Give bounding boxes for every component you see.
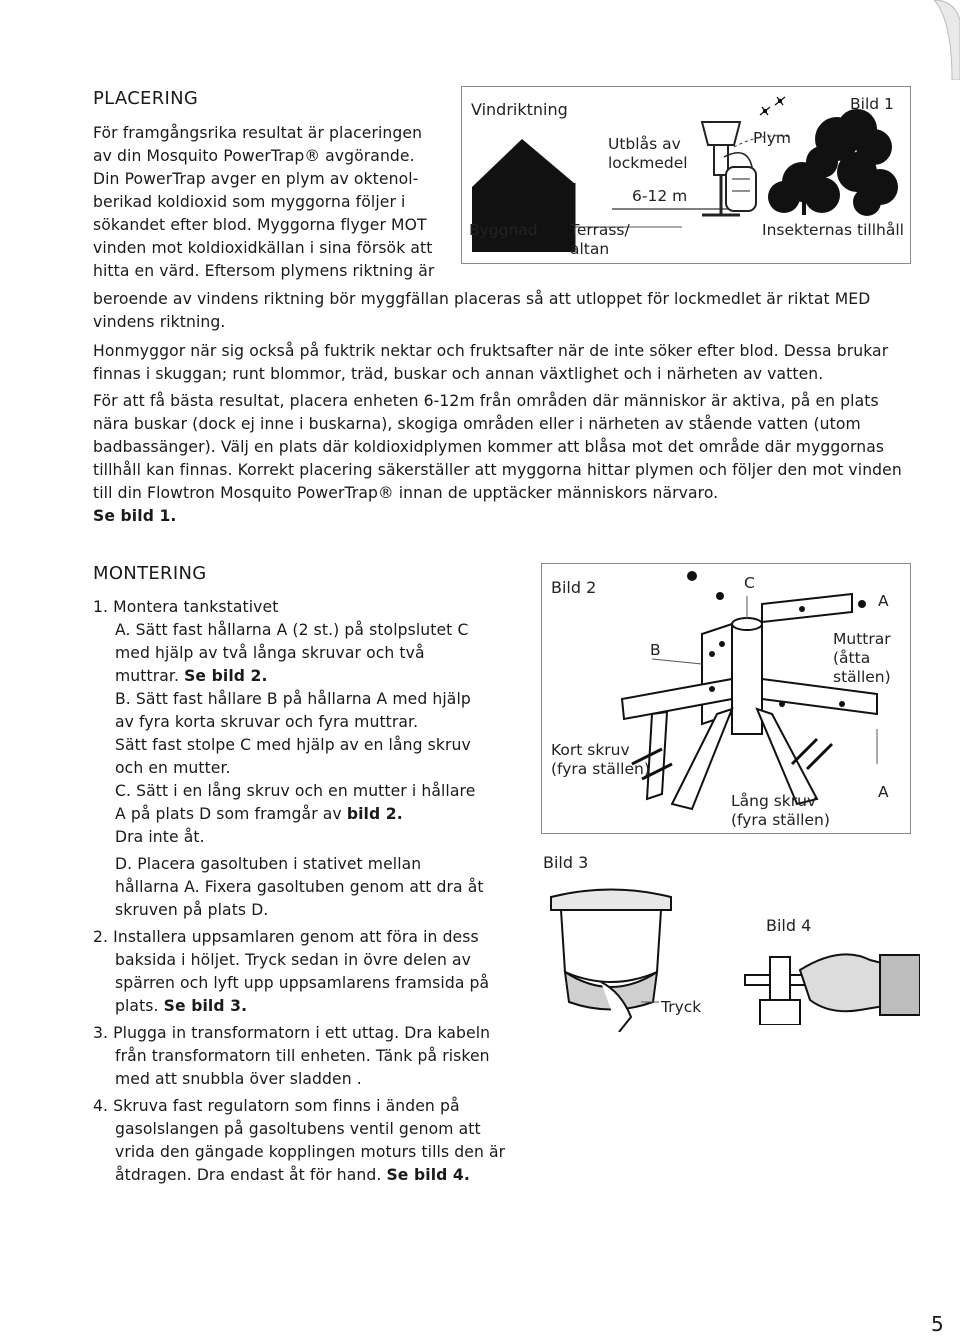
- plume-label: Plym: [753, 129, 791, 147]
- step-1a: A. Sätt fast hållarna A (2 st.) på stolpslutet C med hjälp av två långa skruvar och två muttrar. Se bild 2.: [115, 621, 469, 685]
- label-b: B: [650, 641, 661, 659]
- regulator-illustration: [740, 915, 920, 1025]
- outlet-label-1: Utblås av: [608, 135, 681, 153]
- figure-3: [541, 852, 721, 1032]
- page-number: 5: [931, 1312, 944, 1336]
- placering-heading: PLACERING: [93, 88, 199, 109]
- trees-icon: [768, 109, 898, 216]
- figure-4: [740, 915, 920, 1025]
- nuts-label-2: (åtta: [833, 649, 871, 667]
- mosquito-icon: [760, 97, 785, 115]
- figure-2-title: Bild 2: [551, 578, 597, 597]
- label-a-right: A: [878, 783, 889, 801]
- step-1c: C. Sätt i en lång skruv och en mutter i hållare A på plats D som framgår av bild 2. Dra inte åt.: [115, 782, 476, 846]
- terrace-label-2: altan: [570, 240, 610, 258]
- gas-tank-icon: [726, 167, 756, 211]
- step-1: 1. Montera tankstativet: [93, 598, 279, 616]
- outlet-label-2: lockmedel: [608, 154, 688, 172]
- figure-1: [461, 86, 911, 264]
- push-label: Tryck: [661, 998, 702, 1016]
- intro-continuation: beroende av vindens riktning bör myggfällan placeras så att utloppet för lockmedlet är riktat MED vindens riktning.: [93, 290, 871, 331]
- step-4: 4. Skruva fast regulatorn som finns i änden på gasolslangen på gasoltubens ventil genom att vrida den gängade kopplingen moturs tills den är åtdragen. Dra endast åt för hand. Se bild 4.: [93, 1097, 506, 1184]
- distance-label: 6-12 m: [632, 187, 688, 205]
- holder-b: [702, 624, 732, 724]
- step-2: 2. Installera uppsamlaren genom att föra in dess baksida i höljet. Tryck sedan in övre delen av spärren och lyft upp uppsamlarens framsida på plats. Se bild 3.: [93, 928, 490, 1015]
- paragraph-placement: För att få bästa resultat, placera enheten 6-12m från områden där människor är aktiva, på en plats nära buskar (dock ej inne i buskarna), skogiga områden eller i närheten av stående vatten (utom badbassänger). Välj en plats där koldioxidplymen kommer att blåsa mot det område där myggornas tillhåll kan finnas. Korrekt placering säkerställer att myggorna hittar plymen och följer den mot vinden till din Flowtron Mosquito PowerTrap® innan de upptäcker människors närvaro.: [93, 392, 902, 502]
- label-c: C: [744, 574, 755, 592]
- figure-4-title: Bild 4: [766, 916, 812, 935]
- insect-habitat-label: Insekternas tillhåll: [762, 221, 904, 239]
- figure-2: [541, 563, 911, 834]
- step-1d: D. Placera gasoltuben i stativet mellan hållarna A. Fixera gasoltuben genom att dra åt skruven på plats D.: [115, 855, 484, 919]
- long-screw-label-2: (fyra ställen): [731, 811, 830, 829]
- montering-steps: [93, 596, 513, 1187]
- figure-1-title: Bild 1: [850, 95, 894, 113]
- montering-heading: MONTERING: [93, 563, 207, 584]
- paragraph-nectar: Honmyggor när sig också på fuktrik nektar och fruktsafter när de inte söker efter blod. Dessa brukar finnas i skuggan; runt blommor, träd, buskar och annan växtlighet och i närheten av vatten.: [93, 342, 889, 383]
- placering-body: [93, 288, 915, 528]
- stand-assembly-illustration: [542, 564, 909, 832]
- terrace-label-1: Terrass/: [570, 221, 630, 239]
- post-c: [732, 624, 762, 734]
- nuts-label-3: ställen): [833, 668, 891, 686]
- page-corner-decoration: [934, 0, 960, 80]
- step-3: 3. Plugga in transformatorn i ett uttag. Dra kabeln från transformatorn till enheten. Tänk på risken med att snubbla över sladden .: [93, 1024, 491, 1088]
- wind-direction-label: Vindriktning: [471, 100, 568, 119]
- nuts-label-1: Muttrar: [833, 630, 891, 648]
- figure-3-title: Bild 3: [543, 853, 589, 872]
- short-screw-label-1: Kort skruv: [551, 741, 630, 759]
- short-screw-label-2: (fyra ställen): [551, 760, 650, 778]
- building-label: Byggnad: [469, 221, 538, 239]
- label-a-top: A: [878, 592, 889, 610]
- step-1b: B. Sätt fast hållare B på hållarna A med hjälp av fyra korta skruvar och fyra muttrar. Sätt fast stolpe C med hjälp av en lång skruv och en mutter.: [115, 690, 471, 777]
- see-figure-1: Se bild 1.: [93, 507, 177, 525]
- placering-intro: För framgångsrika resultat är placeringen av din Mosquito PowerTrap® avgörande. Din PowerTrap avger en plym av oktenol- berikad koldioxid som myggorna följer i sökandet efter blod. Myggorna flyger MOT vinden mot koldioxidkällan i sina försök att hitta en värd. Eftersom plymens riktning är: [93, 124, 435, 280]
- long-screw-label-1: Lång skruv: [731, 792, 817, 810]
